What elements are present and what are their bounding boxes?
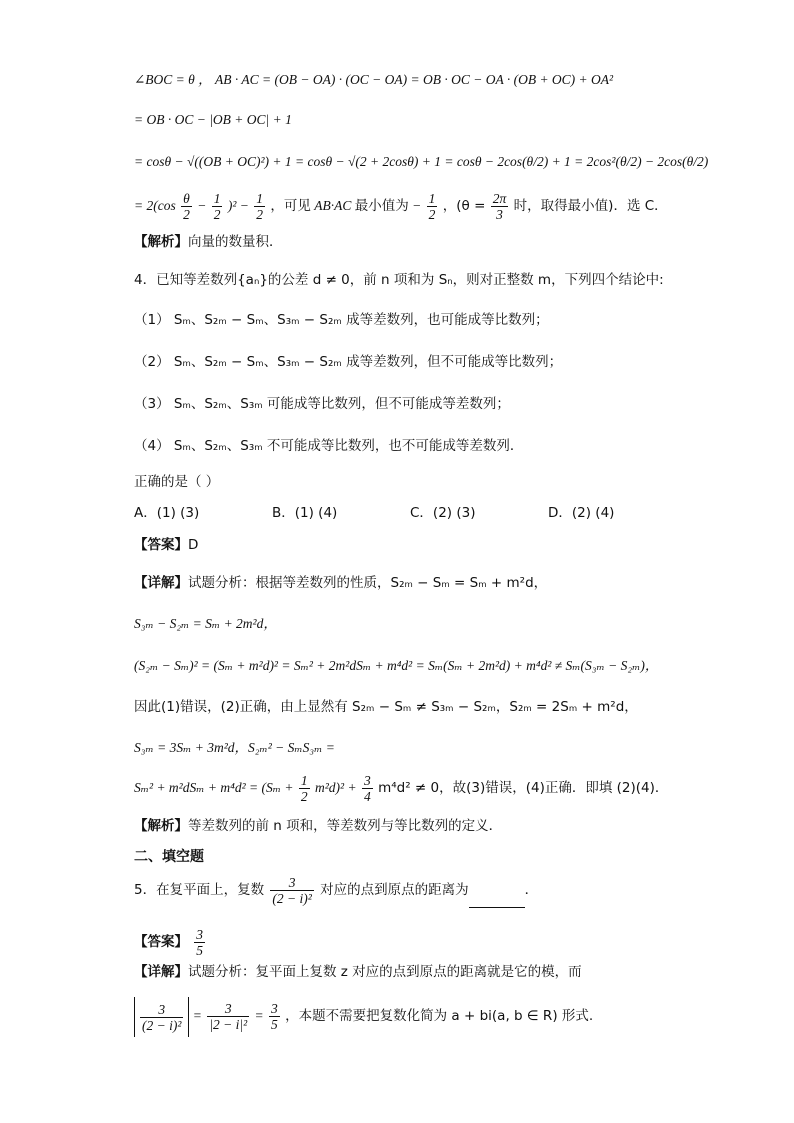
vector-product: AB·AC <box>314 198 352 213</box>
q4-detail-6 <box>134 772 668 804</box>
frac-den: 5 <box>196 942 204 958</box>
vector-derivation-2: = OB · OC − |OB + OC| + 1 <box>134 112 292 127</box>
q5-detail-2 <box>134 996 593 1037</box>
text-part: 5．在复平面上，复数 <box>134 882 265 898</box>
option-d: D．(2) (4) <box>548 505 615 521</box>
option-a: A．(1) (3) <box>134 505 200 521</box>
frac-den: 4 <box>363 789 371 805</box>
fraction-modulus <box>207 1001 249 1032</box>
frac-num: 3 <box>363 773 371 789</box>
text-part: 对应的点到原点的距离为 <box>320 882 469 898</box>
frac-num: θ <box>181 191 192 207</box>
fraction-2pi-over-3 <box>491 191 509 222</box>
analysis-text: 向量的数量积． <box>188 234 283 250</box>
frac-den: 2 <box>213 207 221 223</box>
frac-den: 5 <box>271 1017 278 1033</box>
answer-fraction <box>194 927 205 958</box>
frac-num: 1 <box>213 191 221 207</box>
section-heading: 二、填空题 <box>134 849 204 865</box>
frac-num: 3 <box>196 926 204 942</box>
solution-line-2 <box>134 110 292 130</box>
analysis-1 <box>134 232 283 252</box>
expr-part: − <box>197 198 207 213</box>
frac-den: 2 <box>300 789 308 805</box>
text-part: 最小值为 <box>354 198 409 214</box>
frac-num: 1 <box>428 191 436 207</box>
q4-detail-3: (S₂ₘ − Sₘ)² = (Sₘ + m²d)² = Sₘ² + 2m²dSₘ + m⁴d² = Sₘ(Sₘ + 2m²d) + m⁴d² ≠ Sₘ(S₃ₘ − S₂ₘ)， <box>134 658 659 673</box>
frac-num: 3 <box>270 875 313 891</box>
q4-detail-5: S₃ₘ = 3Sₘ + 3m²d，S₂ₘ² − SₘS₃ₘ = <box>134 740 335 755</box>
answer-tag: 【答案】 <box>134 934 188 950</box>
solution-line-3 <box>134 152 708 172</box>
text-part: ，可见 <box>270 198 311 214</box>
solution-line-4 <box>134 190 668 222</box>
vector-derivation-1: ∠BOC = θ ， AB · AC = (OB − OA) · (OC − OA) = OB · OC − OA · (OB + OC) + OA² <box>134 72 614 87</box>
detail-tag: 【详解】 <box>134 575 188 591</box>
option-c: C．(2) (3) <box>410 505 476 521</box>
detail-text: 试题分析：根据等差数列的性质，S₂ₘ − Sₘ = Sₘ + m²d， <box>188 575 548 591</box>
analysis-tag: 【解析】 <box>134 234 188 250</box>
analysis-text: 等差数列的前 n 项和，等差数列与等比数列的定义． <box>188 818 503 834</box>
detail-tag: 【详解】 <box>134 964 188 980</box>
analysis-tag: 【解析】 <box>134 818 188 834</box>
frac-num: 1 <box>256 191 264 207</box>
text-part: ，本题不需要把复数化简为 a + bi(a, b ∈ R) 形式. <box>285 1008 594 1024</box>
expr-part: )² − <box>227 198 249 213</box>
frac-den: 3 <box>496 207 503 223</box>
text-part: ，(θ = <box>442 198 486 214</box>
fraction-abs <box>140 1002 183 1033</box>
frac-den: (2 − i)² <box>272 890 312 906</box>
frac-num: 2π <box>492 191 507 207</box>
expr-part: = 2(cos <box>134 198 176 213</box>
text-part: 时，取得最小值)．选 C． <box>513 198 668 214</box>
solution-line-1 <box>134 70 613 90</box>
absolute-value <box>134 997 189 1037</box>
fraction-one-half <box>212 191 223 222</box>
fraction-theta-over-2 <box>181 191 192 222</box>
text-part: m⁴d² ≠ 0，故(3)错误，(4)正确．即填 (2)(4)． <box>378 780 669 796</box>
frac-den: 2 <box>428 207 436 223</box>
detail-text: 试题分析：复平面上复数 z 对应的点到原点的距离就是它的模，而 <box>188 964 582 980</box>
q4-statement-2: （2） Sₘ、S₂ₘ − Sₘ、S₃ₘ − S₂ₘ 成等差数列，但不可能成等比数列； <box>134 354 563 370</box>
q4-detail-1 <box>134 573 547 593</box>
vector-derivation-3: = cosθ − √((OB + OC)²) + 1 = cosθ − √(2 + 2cosθ) + 1 = cosθ − 2cos(θ/2) + 1 = 2cos²(θ/2) − 2cos(θ/2) <box>134 154 709 169</box>
frac-num: 3 <box>140 1002 183 1018</box>
answer-value: D <box>188 537 199 553</box>
frac-den: (2 − i)² <box>142 1018 182 1034</box>
frac-den: |2 − i|² <box>209 1017 248 1033</box>
fraction-one-half-d6 <box>299 773 310 804</box>
option-b: B．(1) (4) <box>272 505 338 521</box>
equals-sign: = <box>254 1008 264 1023</box>
frac-num: 1 <box>300 773 308 789</box>
q5-answer <box>134 924 207 960</box>
q4-answer <box>134 535 198 555</box>
frac-den: 2 <box>183 207 190 223</box>
q4-statement-3: （3） Sₘ、S₂ₘ、S₃ₘ 可能成等比数列，但不可能成等差数列； <box>134 396 510 412</box>
fraction-three-quarters <box>362 773 373 804</box>
expr-part: Sₘ² + m²dSₘ + m⁴d² = (Sₘ + <box>134 780 294 795</box>
expr-part: m²d)² + <box>314 780 357 795</box>
equals-sign: = <box>192 1008 202 1023</box>
q4-detail-2: S₃ₘ − S₂ₘ = Sₘ + 2m²d， <box>134 616 277 631</box>
q4-analysis <box>134 816 502 836</box>
q5-detail-1 <box>134 962 582 982</box>
q4-detail-4: 因此(1)错误，(2)正确，由上显然有 S₂ₘ − Sₘ ≠ S₃ₘ − S₂ₘ，S₂ₘ = 2Sₘ + m²d， <box>134 699 638 715</box>
fraction-one-half-b <box>254 191 265 222</box>
text-part: ． <box>524 882 539 898</box>
fraction-complex <box>270 875 313 906</box>
q5-stem <box>134 872 538 908</box>
answer-tag: 【答案】 <box>134 537 188 553</box>
q4-question: 正确的是（ ） <box>134 474 220 490</box>
expr-part: − <box>412 198 422 213</box>
fraction-min-half <box>427 191 438 222</box>
fraction-result <box>269 1001 280 1032</box>
frac-num: 3 <box>207 1001 249 1017</box>
answer-blank <box>469 893 525 908</box>
frac-den: 2 <box>256 207 264 223</box>
frac-num: 3 <box>271 1001 278 1017</box>
q4-statement-1: （1） Sₘ、S₂ₘ − Sₘ、S₃ₘ − S₂ₘ 成等差数列，也可能成等比数列； <box>134 312 549 328</box>
q4-statement-4: （4） Sₘ、S₂ₘ、S₃ₘ 不可能成等比数列，也不可能成等差数列． <box>134 438 524 454</box>
q4-stem: 4．已知等差数列{aₙ}的公差 d ≠ 0，前 n 项和为 Sₙ，则对正整数 m，下列四个结论中: <box>134 272 664 288</box>
